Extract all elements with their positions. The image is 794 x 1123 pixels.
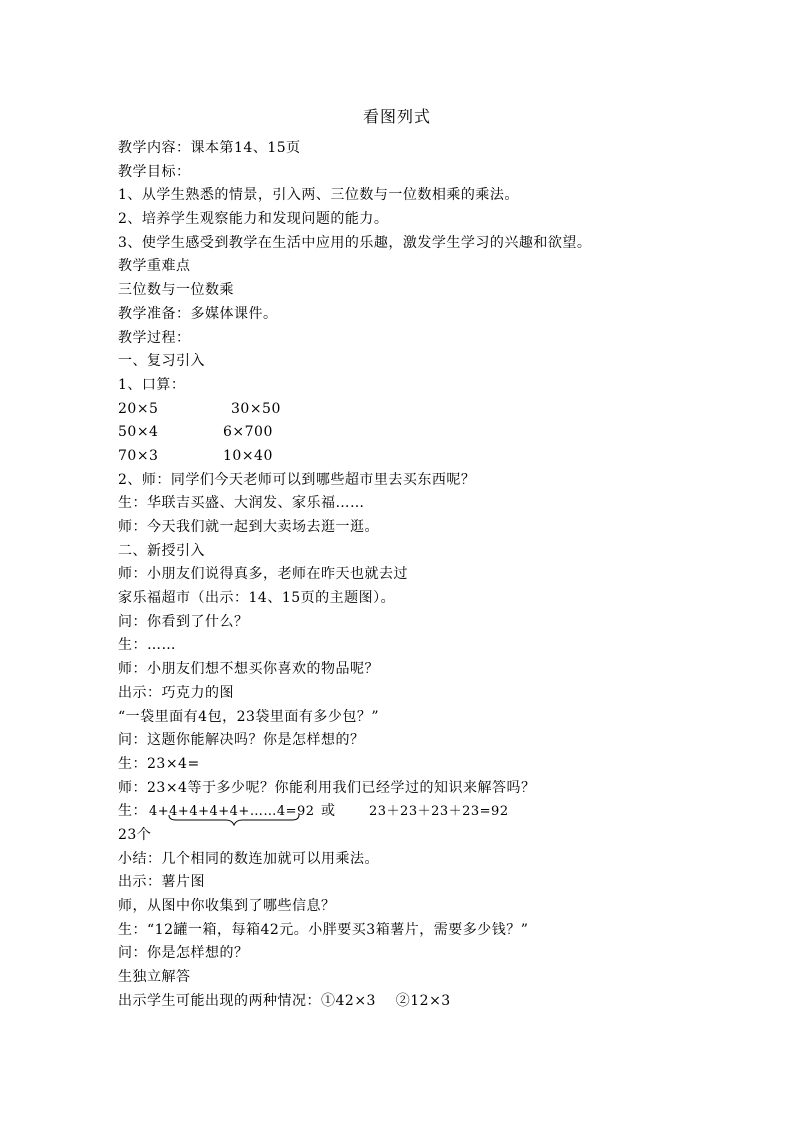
text-line: 二、新授引入	[118, 542, 205, 559]
text-line: 师：小朋友们想不想买你喜欢的物品呢？	[118, 661, 379, 678]
text-line: 三位数与一位数乘	[118, 282, 234, 299]
text-line: 教学准备：多媒体课件。	[118, 305, 278, 322]
alternative-expression: 23＋23＋23＋23=92	[369, 804, 509, 820]
text-line: 生独立解答	[118, 969, 191, 986]
text-line: 问：这题你能解决吗？你是怎样想的？	[118, 732, 365, 749]
text-line: 教学目标：	[118, 163, 191, 180]
text-line: 1、从学生熟悉的情景，引入两、三位数与一位数相乘的乘法。	[118, 187, 519, 204]
text-line: 一、复习引入	[118, 353, 205, 370]
text-line: 师：今天我们就一起到大卖场去逛一逛。	[118, 519, 379, 535]
text-line: 生：23×4=	[118, 755, 200, 772]
oral-calc-left: 20×5	[118, 400, 159, 417]
text-line: 教学重难点	[118, 258, 191, 275]
oral-calc-row	[118, 398, 738, 422]
addition-expression: 4+4+4+4+4+……4=92	[149, 804, 315, 820]
text-line: 问：你看到了什么？	[118, 613, 249, 630]
text-line: 1、口算：	[118, 376, 186, 393]
brace-note: 23个	[118, 826, 152, 843]
oral-calc-row	[118, 421, 738, 445]
text-line: 出示学生可能出现的两种情况：①42×3 ②12×3	[118, 992, 451, 1009]
document-body	[118, 137, 738, 1013]
text-line: 2、培养学生观察能力和发现问题的能力。	[118, 211, 389, 228]
text-line: 小结：几个相同的数连加就可以用乘法。	[118, 850, 379, 867]
text-line: 生：……	[118, 637, 176, 654]
text-line: 3、使学生感受到教学在生活中应用的乐趣，激发学生学习的兴趣和欲望。	[118, 234, 592, 251]
text-line: 生：华联吉买盛、大润发、家乐福……	[118, 495, 365, 512]
oral-calc-left: 50×4	[118, 424, 159, 441]
oral-calc-right: 10×40	[223, 447, 273, 464]
text-line: 教学内容：课本第14、15页	[118, 140, 301, 156]
oral-calc-left: 70×3	[118, 447, 159, 464]
text-line: 师：23×4等于多少呢？你能利用我们已经学过的知识来解答吗？	[118, 779, 536, 796]
addition-line	[118, 800, 738, 824]
text-line: 2、师：同学们今天老师可以到哪些超市里去买东西呢？	[118, 471, 476, 488]
oral-calc-right: 30×50	[231, 400, 281, 417]
text-line: 师，从图中你收集到了哪些信息？	[118, 898, 336, 914]
oral-calc-row	[118, 445, 738, 469]
text-line: 师：小朋友们说得真多，老师在昨天也就去过	[118, 566, 408, 583]
text-line: 出示：薯片图	[118, 874, 205, 891]
sum-prefix: 生：	[118, 803, 147, 820]
text-line: 出示：巧克力的图	[118, 684, 234, 701]
text-line: 家乐福超市（出示：14、15页的主题图）。	[118, 590, 396, 607]
oral-calc-right: 6×700	[223, 424, 273, 441]
text-line: 问：你是怎样想的？	[118, 945, 249, 962]
curly-brace-icon	[168, 814, 300, 826]
text-line: 教学过程：	[118, 329, 191, 346]
text-line: 生：“12罐一箱，每箱42元。小胖要买3箱薯片，需要多少钱？”	[118, 921, 529, 938]
document-title: 看图列式	[362, 107, 431, 126]
or-word: 或	[321, 803, 336, 820]
text-line: “一袋里面有4包，23袋里面有多少包？”	[118, 708, 380, 725]
